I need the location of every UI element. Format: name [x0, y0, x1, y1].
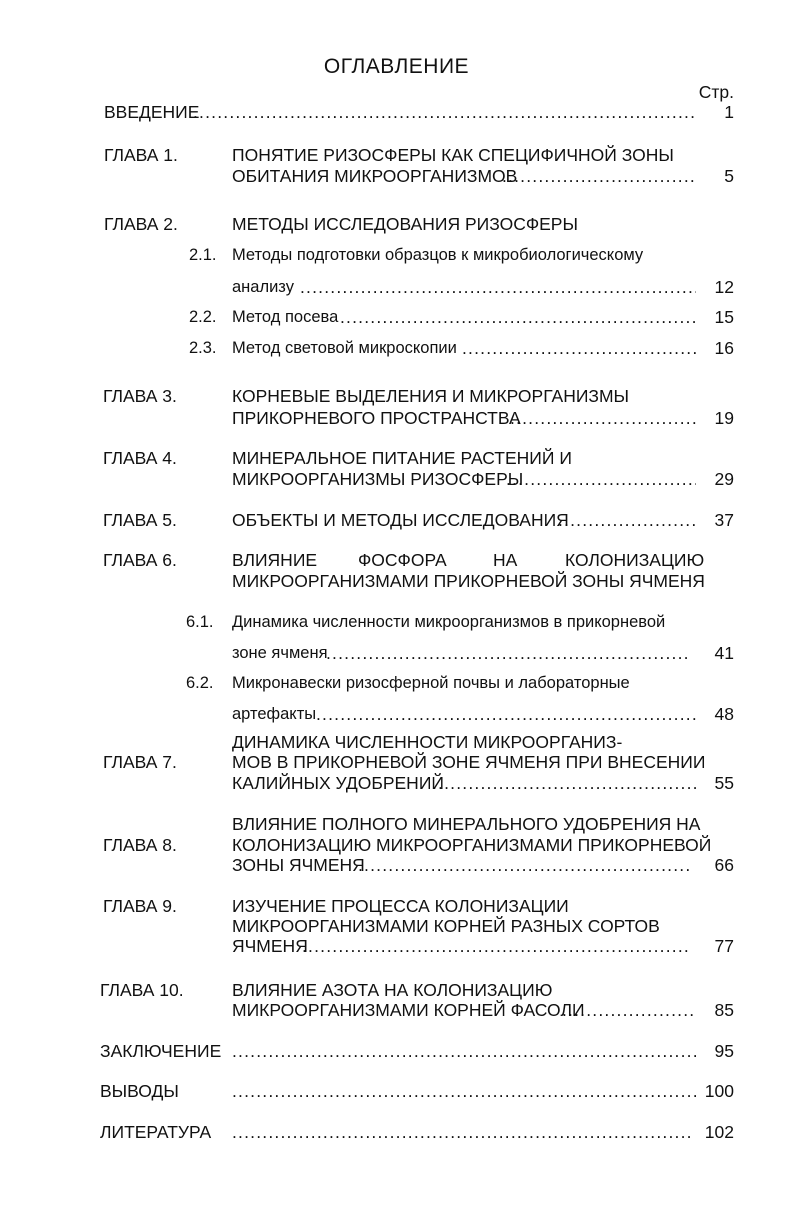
chapter-title-line: ОБИТАНИЯ МИКРООРГАНИЗМОВ: [232, 166, 518, 186]
dot-leader: [462, 338, 696, 359]
page-number: 95: [714, 1041, 734, 1061]
chapter-title-line: МИНЕРАЛЬНОЕ ПИТАНИЕ РАСТЕНИЙ И: [232, 448, 572, 468]
chapter-title-line: ЗОНЫ ЯЧМЕНЯ: [232, 855, 365, 875]
chapter-title-line: ОБЪЕКТЫ И МЕТОДЫ ИССЛЕДОВАНИЯ: [232, 510, 569, 530]
chapter-title-line: МИКРООРГАНИЗМАМИ КОРНЕЙ РАЗНЫХ СОРТОВ: [232, 916, 660, 936]
chapter-title-word: НА: [493, 550, 518, 570]
chapter-label: ГЛАВА 4.: [103, 448, 177, 468]
chapter-title-line: ПРИКОРНЕВОГО ПРОСТРАНСТВА: [232, 408, 521, 428]
dot-leader: [316, 704, 696, 725]
page-number: 19: [714, 408, 734, 428]
chapter-title-word: ВЛИЯНИЕ: [232, 550, 318, 570]
chapter-title-line: МЕТОДЫ ИССЛЕДОВАНИЯ РИЗОСФЕРЫ: [232, 214, 578, 234]
chapter-label: ГЛАВА 9.: [103, 896, 177, 916]
page-number: 77: [714, 936, 734, 956]
dot-leader: [432, 773, 696, 794]
dot-leader: [300, 277, 696, 298]
dot-leader: [326, 643, 690, 664]
page-number: 5: [724, 166, 734, 186]
page-number: 37: [714, 510, 734, 530]
chapter-title-line: МИКРООРГАНИЗМЫ РИЗОСФЕРЫ: [232, 469, 524, 489]
chapter-title-line: МИКРООРГАНИЗМАМИ ПРИКОРНЕВОЙ ЗОНЫ ЯЧМЕНЯ: [232, 571, 705, 591]
chapter-label: ГЛАВА 5.: [103, 510, 177, 530]
dot-leader: [193, 102, 696, 123]
chapter-label: ГЛАВА 7.: [103, 752, 177, 772]
dot-leader: [558, 510, 696, 531]
dot-leader: [232, 1122, 690, 1143]
page-title: ОГЛАВЛЕНИЕ: [323, 55, 470, 78]
section-title-line: Метод световой микроскопии: [232, 339, 457, 357]
page-number: 48: [714, 704, 734, 724]
section-title-line: Методы подготовки образцов к микробиологическому: [232, 246, 644, 264]
page-number: 41: [714, 643, 734, 663]
dot-leader: [232, 1041, 696, 1062]
entry-label: ЗАКЛЮЧЕНИЕ: [100, 1041, 222, 1061]
dot-leader: [358, 855, 690, 876]
section-number: 2.2.: [189, 308, 217, 326]
chapter-title-line: КАЛИЙНЫХ УДОБРЕНИЙ: [232, 773, 444, 793]
page-number: 55: [714, 773, 734, 793]
page-column-header: Стр.: [698, 82, 734, 102]
page-number: 1: [724, 102, 734, 122]
section-title-line: Метод посева: [232, 308, 339, 326]
chapter-label: ГЛАВА 8.: [103, 835, 177, 855]
dot-leader: [562, 1000, 696, 1021]
chapter-label: ГЛАВА 10.: [100, 980, 184, 1000]
page-number: 12: [714, 277, 734, 297]
chapter-title-line: ИЗУЧЕНИЕ ПРОЦЕССА КОЛОНИЗАЦИИ: [232, 896, 569, 916]
section-title-line: анализу: [232, 278, 294, 296]
entry-label: ВВЕДЕНИЕ: [104, 102, 200, 122]
page-number: 85: [714, 1000, 734, 1020]
chapter-title-line: ЯЧМЕНЯ: [232, 936, 308, 956]
page-number: 29: [714, 469, 734, 489]
entry-label: ЛИТЕРАТУРА: [100, 1122, 212, 1142]
section-title-line: зоне ячменя: [232, 644, 328, 662]
chapter-title-line: ВЛИЯНИЕ АЗОТА НА КОЛОНИЗАЦИЮ: [232, 980, 553, 1000]
chapter-title-line: КОЛОНИЗАЦИЮ МИКРООРГАНИЗМАМИ ПРИКОРНЕВОЙ: [232, 835, 712, 855]
section-number: 2.1.: [189, 246, 217, 264]
page-number: 102: [704, 1122, 734, 1142]
chapter-title-word: ФОСФОРА: [358, 550, 447, 570]
dot-leader: [510, 408, 696, 429]
dot-leader: [340, 307, 696, 328]
section-number: 6.2.: [186, 674, 214, 692]
dot-leader: [232, 1081, 696, 1102]
section-title-line: Микронавески ризосферной почвы и лабораторные: [232, 674, 630, 692]
dot-leader: [506, 469, 696, 490]
chapter-label: ГЛАВА 6.: [103, 550, 177, 570]
chapter-label: ГЛАВА 2.: [104, 214, 178, 234]
section-title-line: Динамика численности микроорганизмов в прикорневой: [232, 613, 666, 631]
chapter-title-line: ВЛИЯНИЕ ПОЛНОГО МИНЕРАЛЬНОГО УДОБРЕНИЯ НА: [232, 814, 701, 834]
page-number: 15: [714, 307, 734, 327]
page-number: 100: [704, 1081, 734, 1101]
chapter-title-line: ПОНЯТИЕ РИЗОСФЕРЫ КАК СПЕЦИФИЧНОЙ ЗОНЫ: [232, 145, 674, 165]
dot-leader: [502, 166, 696, 187]
page-number: 66: [714, 855, 734, 875]
section-title-line: артефакты: [232, 705, 317, 723]
dot-leader: [302, 936, 690, 957]
chapter-title-line: КОРНЕВЫЕ ВЫДЕЛЕНИЯ И МИКРОРГАНИЗМЫ: [232, 386, 630, 406]
section-number: 2.3.: [189, 339, 217, 357]
chapter-title-word: КОЛОНИЗАЦИЮ: [565, 550, 705, 570]
chapter-title-line: ДИНАМИКА ЧИСЛЕННОСТИ МИКРООРГАНИЗ-: [232, 732, 623, 752]
chapter-title-line: МОВ В ПРИКОРНЕВОЙ ЗОНЕ ЯЧМЕНЯ ПРИ ВНЕСЕНИИ: [232, 752, 706, 772]
chapter-label: ГЛАВА 3.: [103, 386, 177, 406]
entry-label: ВЫВОДЫ: [100, 1081, 179, 1101]
section-number: 6.1.: [186, 613, 214, 631]
chapter-label: ГЛАВА 1.: [104, 145, 178, 165]
chapter-title-line: МИКРООРГАНИЗМАМИ КОРНЕЙ ФАСОЛИ: [232, 1000, 585, 1020]
page-number: 16: [714, 338, 734, 358]
